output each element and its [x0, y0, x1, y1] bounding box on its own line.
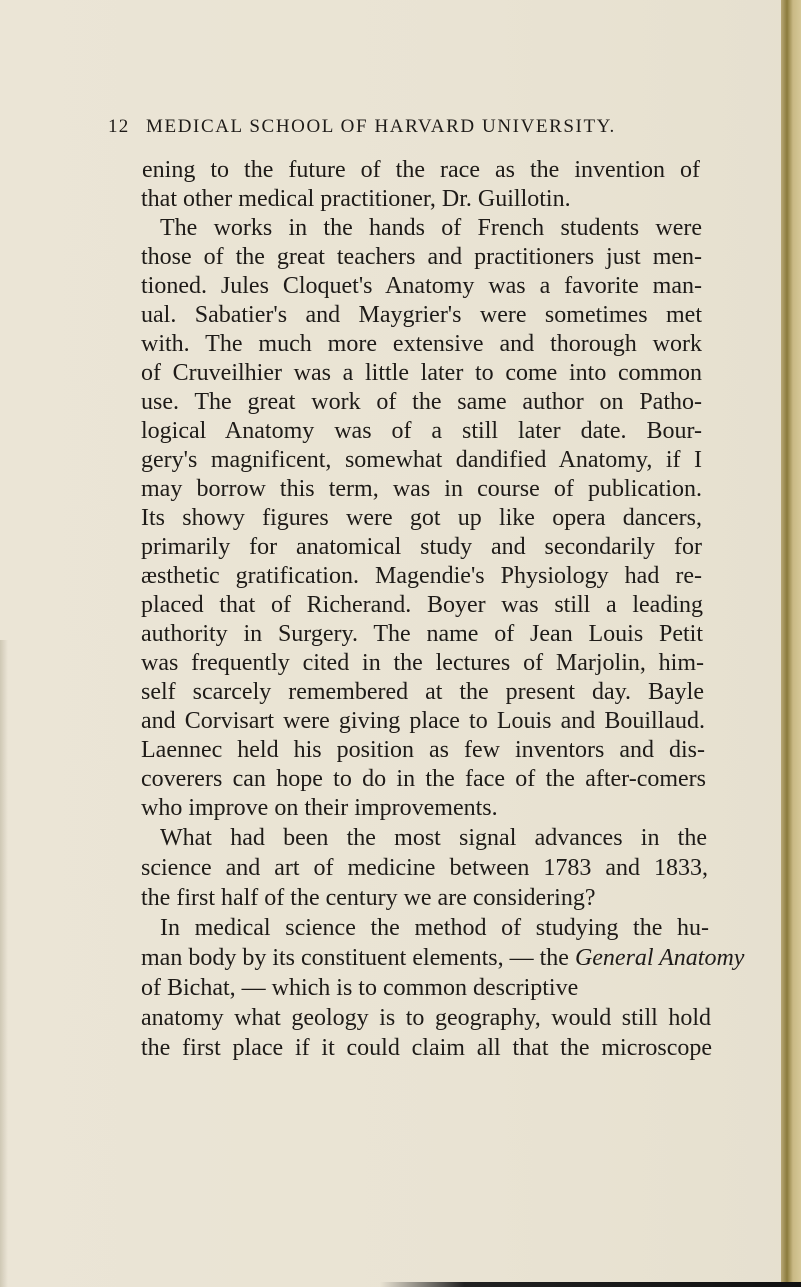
text-line: of Cruveilhier was a little later to come into common: [141, 360, 702, 386]
text-span: of Bichat, — which is to common descriptive: [141, 975, 579, 1001]
text-line: ening to the future of the race as the invention of: [142, 157, 700, 183]
text-line: Its showy figures were got up like opera dancers,: [141, 505, 702, 531]
text-line: logical Anatomy was of a still later date. Bour-: [141, 418, 702, 444]
text-line: [141, 973, 711, 1003]
text-line: with. The much more extensive and thorough work: [141, 331, 702, 357]
text-line: authority in Surgery. The name of Jean Louis Petit: [141, 621, 703, 647]
text-line: that other medical practitioner, Dr. Guillotin.: [141, 186, 571, 212]
text-span: man body by its constituent elements, — the: [141, 945, 569, 971]
text-line: What had been the most signal advances in the: [160, 825, 707, 851]
text-line: tioned. Jules Cloquet's Anatomy was a favorite man-: [141, 273, 702, 299]
text-line: self scarcely remembered at the present day. Bayle: [141, 679, 704, 705]
text-line: the first half of the century we are considering?: [141, 885, 596, 911]
running-head: [108, 116, 708, 146]
page-bottom-edge: [380, 1282, 801, 1287]
text-line: The works in the hands of French students were: [160, 215, 702, 241]
text-line: gery's magnificent, somewhat dandified Anatomy, if I: [141, 447, 702, 473]
text-line: may borrow this term, was in course of publication.: [141, 476, 702, 502]
text-line: anatomy what geology is to geography, would still hold: [141, 1005, 711, 1031]
text-line: coverers can hope to do in the face of the after-comers: [141, 766, 706, 792]
text-line: was frequently cited in the lectures of Marjolin, him-: [141, 650, 704, 676]
text-line: the first place if it could claim all that the microscope: [141, 1035, 712, 1061]
text-line: science and art of medicine between 1783 and 1833,: [141, 855, 708, 881]
italic-title: General Anatomy: [574, 945, 745, 971]
text-line: [141, 943, 745, 973]
text-line: ual. Sabatier's and Maygrier's were sometimes met: [141, 302, 702, 328]
page-gutter-shadow: [0, 640, 8, 1287]
page-number: 12: [108, 116, 130, 137]
text-line: who improve on their improvements.: [141, 795, 498, 821]
text-line: use. The great work of the same author on Patho-: [141, 389, 702, 415]
page-edge: [781, 0, 801, 1287]
text-line: those of the great teachers and practitioners just men-: [141, 244, 702, 270]
text-line: In medical science the method of studying the hu-: [160, 915, 709, 941]
running-head-title: MEDICAL SCHOOL OF HARVARD UNIVERSITY.: [146, 116, 616, 137]
text-line: placed that of Richerand. Boyer was still a leading: [141, 592, 703, 618]
text-line: primarily for anatomical study and secondarily for: [141, 534, 702, 560]
text-line: and Corvisart were giving place to Louis and Bouillaud.: [141, 708, 705, 734]
text-line: Laennec held his position as few inventors and dis-: [141, 737, 705, 763]
text-line: æsthetic gratification. Magendie's Physiology had re-: [141, 563, 702, 589]
